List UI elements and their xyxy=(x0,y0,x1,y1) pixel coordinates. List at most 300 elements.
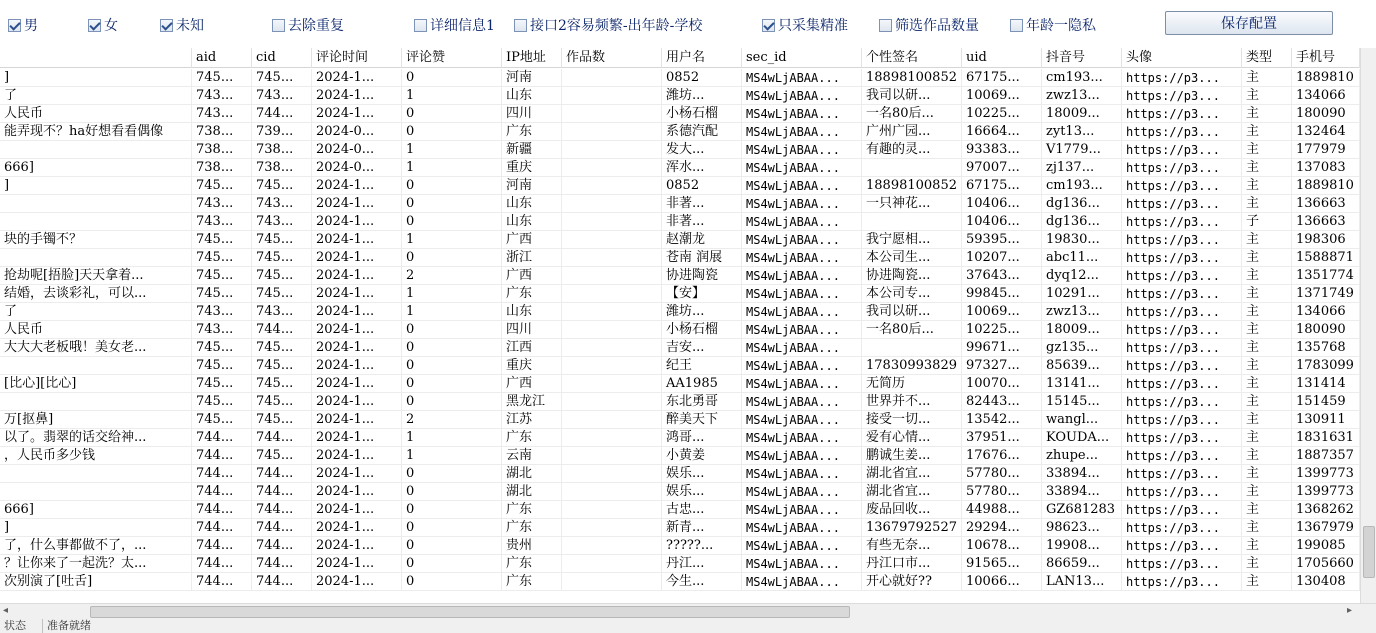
table-row[interactable] xyxy=(0,303,1360,321)
cell-douyin-id: 13141... xyxy=(1042,375,1122,393)
cell-cid: 744... xyxy=(252,555,312,573)
cell-phone: 1889810 xyxy=(1292,177,1360,195)
cell-sec-id: MS4wLjABAA... xyxy=(742,159,862,177)
cell-username: ?????... xyxy=(662,537,742,555)
cell-username: 醉美天下 xyxy=(662,411,742,429)
cell-sec-id: MS4wLjABAA... xyxy=(742,447,862,465)
cell-aid: 744... xyxy=(192,501,252,519)
table-row[interactable] xyxy=(0,105,1360,123)
cell-phone: 1887357 xyxy=(1292,447,1360,465)
cell-type: 主 xyxy=(1242,393,1292,411)
cell-username: 0852 xyxy=(662,69,742,87)
cell-cid: 745... xyxy=(252,69,312,87)
table-row[interactable] xyxy=(0,483,1360,501)
checkbox-dedupe[interactable] xyxy=(272,15,344,35)
cell-uid: 97327... xyxy=(962,357,1042,375)
cell-uid: 16664... xyxy=(962,123,1042,141)
cell-type: 主 xyxy=(1242,501,1292,519)
cell-douyin-id: zwz13... xyxy=(1042,87,1122,105)
cell-username: 小杨石榴 xyxy=(662,321,742,339)
cell-cid: 743... xyxy=(252,213,312,231)
table-row[interactable] xyxy=(0,537,1360,555)
cell-works-count xyxy=(562,519,662,537)
cell-username: AA1985 xyxy=(662,375,742,393)
cell-sec-id: MS4wLjABAA... xyxy=(742,357,862,375)
cell-comment-likes: 0 xyxy=(402,393,502,411)
checkbox-label: 年龄一隐私 xyxy=(1026,18,1096,34)
checkbox-unknown[interactable] xyxy=(160,15,204,35)
table-row[interactable] xyxy=(0,285,1360,303)
column-header-works-count[interactable]: 作品数 xyxy=(562,48,662,68)
cell-ip-address: 广东 xyxy=(502,573,562,591)
cell-comment-text: ？让你来了一起洗？太... xyxy=(0,555,192,573)
cell-aid: 743... xyxy=(192,321,252,339)
cell-type: 主 xyxy=(1242,303,1292,321)
checkbox-box[interactable] xyxy=(762,19,775,32)
cell-cid: 745... xyxy=(252,267,312,285)
cell-avatar: https://p3... xyxy=(1122,177,1242,195)
cell-comment-likes: 0 xyxy=(402,573,502,591)
cell-comment-text: 666] xyxy=(0,501,192,519)
cell-cid: 745... xyxy=(252,357,312,375)
checkbox-label: 只采集精准 xyxy=(778,18,848,34)
cell-comment-time: 2024-1... xyxy=(312,537,402,555)
column-header-signature[interactable]: 个性签名 xyxy=(862,48,962,68)
cell-username: 鸿哥... xyxy=(662,429,742,447)
cell-comment-likes: 2 xyxy=(402,267,502,285)
cell-douyin-id: 98623... xyxy=(1042,519,1122,537)
cell-douyin-id: 10291... xyxy=(1042,285,1122,303)
cell-uid: 10406... xyxy=(962,195,1042,213)
cell-comment-text: 大大大老板哦！美女老... xyxy=(0,339,192,357)
checkbox-precise-only[interactable] xyxy=(762,15,848,35)
checkbox-age-privacy[interactable] xyxy=(1010,15,1096,35)
cell-ip-address: 广西 xyxy=(502,231,562,249)
cell-comment-likes: 0 xyxy=(402,213,502,231)
table-row[interactable] xyxy=(0,447,1360,465)
cell-aid: 745... xyxy=(192,393,252,411)
column-header-username[interactable]: 用户名 xyxy=(662,48,742,68)
cell-sec-id: MS4wLjABAA... xyxy=(742,555,862,573)
cell-aid: 744... xyxy=(192,519,252,537)
column-header-sec-id[interactable]: sec_id xyxy=(742,48,862,68)
cell-avatar: https://p3... xyxy=(1122,465,1242,483)
column-header-aid[interactable]: aid xyxy=(192,48,252,68)
cell-cid: 744... xyxy=(252,321,312,339)
cell-uid: 82443... xyxy=(962,393,1042,411)
cell-cid: 745... xyxy=(252,447,312,465)
checkbox-box[interactable] xyxy=(272,19,285,32)
scroll-right-icon[interactable]: ▸ xyxy=(1347,605,1353,616)
cell-comment-time: 2024-1... xyxy=(312,429,402,447)
cell-works-count xyxy=(562,375,662,393)
cell-sec-id: MS4wLjABAA... xyxy=(742,87,862,105)
table-row[interactable] xyxy=(0,555,1360,573)
cell-douyin-id: 15145... xyxy=(1042,393,1122,411)
cell-sec-id: MS4wLjABAA... xyxy=(742,141,862,159)
checkbox-label: 详细信息1 xyxy=(430,18,495,34)
cell-comment-time: 2024-1... xyxy=(312,447,402,465)
cell-phone: 134066 xyxy=(1292,87,1360,105)
cell-sec-id: MS4wLjABAA... xyxy=(742,465,862,483)
cell-ip-address: 广西 xyxy=(502,267,562,285)
table-row[interactable] xyxy=(0,375,1360,393)
cell-uid: 10225... xyxy=(962,105,1042,123)
cell-ip-address: 江苏 xyxy=(502,411,562,429)
cell-comment-likes: 0 xyxy=(402,375,502,393)
table-row[interactable] xyxy=(0,123,1360,141)
cell-works-count xyxy=(562,195,662,213)
cell-signature: 一名80后... xyxy=(862,321,962,339)
cell-type: 主 xyxy=(1242,447,1292,465)
cell-phone: 1368262 xyxy=(1292,501,1360,519)
cell-douyin-id: gz135... xyxy=(1042,339,1122,357)
cell-comment-likes: 0 xyxy=(402,465,502,483)
cell-comment-likes: 2 xyxy=(402,411,502,429)
cell-type: 主 xyxy=(1242,69,1292,87)
checkbox-male[interactable] xyxy=(8,15,38,35)
cell-aid: 744... xyxy=(192,573,252,591)
cell-works-count xyxy=(562,303,662,321)
cell-avatar: https://p3... xyxy=(1122,429,1242,447)
cell-sec-id: MS4wLjABAA... xyxy=(742,393,862,411)
cell-phone: 135768 xyxy=(1292,339,1360,357)
cell-comment-text: ] xyxy=(0,177,192,195)
cell-comment-likes: 1 xyxy=(402,429,502,447)
table-row[interactable] xyxy=(0,159,1360,177)
cell-ip-address: 山东 xyxy=(502,213,562,231)
cell-works-count xyxy=(562,465,662,483)
cell-works-count xyxy=(562,87,662,105)
cell-sec-id: MS4wLjABAA... xyxy=(742,375,862,393)
table-row[interactable] xyxy=(0,321,1360,339)
cell-phone: 1588871 xyxy=(1292,249,1360,267)
table-row[interactable] xyxy=(0,339,1360,357)
cell-avatar: https://p3... xyxy=(1122,447,1242,465)
cell-cid: 744... xyxy=(252,429,312,447)
cell-type: 主 xyxy=(1242,519,1292,537)
cell-phone: 1831631 xyxy=(1292,429,1360,447)
cell-works-count xyxy=(562,411,662,429)
table-row[interactable] xyxy=(0,267,1360,285)
cell-uid: 17676... xyxy=(962,447,1042,465)
table-row[interactable] xyxy=(0,501,1360,519)
cell-username: 潍坊... xyxy=(662,87,742,105)
cell-phone: 1705660 xyxy=(1292,555,1360,573)
column-header-cid[interactable]: cid xyxy=(252,48,312,68)
cell-comment-time: 2024-1... xyxy=(312,465,402,483)
table-row[interactable] xyxy=(0,177,1360,195)
cell-comment-text: 了，什么事都做不了，... xyxy=(0,537,192,555)
cell-aid: 745... xyxy=(192,339,252,357)
cell-comment-time: 2024-0... xyxy=(312,123,402,141)
checkbox-box[interactable] xyxy=(1010,19,1023,32)
cell-username: 小杨石榴 xyxy=(662,105,742,123)
cell-avatar: https://p3... xyxy=(1122,285,1242,303)
column-header-type[interactable]: 类型 xyxy=(1242,48,1292,68)
column-header-uid[interactable]: uid xyxy=(962,48,1042,68)
cell-douyin-id: cm193... xyxy=(1042,177,1122,195)
cell-aid: 743... xyxy=(192,87,252,105)
cell-phone: 1367979 xyxy=(1292,519,1360,537)
cell-comment-text xyxy=(0,483,192,501)
cell-comment-time: 2024-1... xyxy=(312,483,402,501)
cell-comment-text: 人民币 xyxy=(0,105,192,123)
cell-uid: 10207... xyxy=(962,249,1042,267)
table-row[interactable] xyxy=(0,393,1360,411)
cell-username: 纪王 xyxy=(662,357,742,375)
cell-avatar: https://p3... xyxy=(1122,249,1242,267)
cell-signature: 鹏诚生姜... xyxy=(862,447,962,465)
checkbox-detail-info[interactable] xyxy=(414,15,495,35)
cell-username: 赵潮龙 xyxy=(662,231,742,249)
column-header-phone[interactable]: 手机号 xyxy=(1292,48,1360,68)
cell-avatar: https://p3... xyxy=(1122,105,1242,123)
table-row[interactable] xyxy=(0,519,1360,537)
cell-comment-time: 2024-1... xyxy=(312,195,402,213)
column-header-comment-time[interactable]: 评论时间 xyxy=(312,48,402,68)
cell-comment-likes: 1 xyxy=(402,447,502,465)
cell-phone: 130408 xyxy=(1292,573,1360,591)
cell-type: 主 xyxy=(1242,87,1292,105)
checkbox-box[interactable] xyxy=(879,19,892,32)
cell-comment-likes: 0 xyxy=(402,105,502,123)
cell-works-count xyxy=(562,123,662,141)
cell-signature: 废品回收... xyxy=(862,501,962,519)
cell-works-count xyxy=(562,501,662,519)
cell-ip-address: 湖北 xyxy=(502,465,562,483)
cell-username: 东北勇哥 xyxy=(662,393,742,411)
cell-comment-time: 2024-1... xyxy=(312,303,402,321)
table-row[interactable] xyxy=(0,69,1360,87)
cell-cid: 744... xyxy=(252,105,312,123)
column-header-ip-address[interactable]: IP地址 xyxy=(502,48,562,68)
cell-type: 主 xyxy=(1242,339,1292,357)
table-row[interactable] xyxy=(0,249,1360,267)
checkbox-box[interactable] xyxy=(514,19,527,32)
horizontal-scroll-thumb[interactable] xyxy=(90,606,850,618)
cell-signature xyxy=(862,213,962,231)
cell-signature: 本公司专... xyxy=(862,285,962,303)
cell-phone: 180090 xyxy=(1292,105,1360,123)
cell-comment-text: 次别演了[吐舌] xyxy=(0,573,192,591)
cell-uid: 67175... xyxy=(962,177,1042,195)
cell-douyin-id: dyq12... xyxy=(1042,267,1122,285)
cell-comment-likes: 0 xyxy=(402,195,502,213)
table-row[interactable] xyxy=(0,411,1360,429)
checkbox-box[interactable] xyxy=(160,19,173,32)
cell-sec-id: MS4wLjABAA... xyxy=(742,303,862,321)
column-header-avatar[interactable]: 头像 xyxy=(1122,48,1242,68)
column-header-comment-likes[interactable]: 评论赞 xyxy=(402,48,502,68)
cell-aid: 744... xyxy=(192,447,252,465)
cell-signature: 一名80后... xyxy=(862,105,962,123)
cell-phone: 1351774 xyxy=(1292,267,1360,285)
cell-ip-address: 江西 xyxy=(502,339,562,357)
cell-works-count xyxy=(562,429,662,447)
cell-cid: 744... xyxy=(252,501,312,519)
cell-ip-address: 广西 xyxy=(502,375,562,393)
cell-works-count xyxy=(562,393,662,411)
cell-sec-id: MS4wLjABAA... xyxy=(742,285,862,303)
cell-username: 今生... xyxy=(662,573,742,591)
cell-aid: 743... xyxy=(192,105,252,123)
cell-username: 新青... xyxy=(662,519,742,537)
cell-uid: 10069... xyxy=(962,303,1042,321)
table-row[interactable] xyxy=(0,213,1360,231)
cell-works-count xyxy=(562,249,662,267)
cell-aid: 745... xyxy=(192,177,252,195)
cell-uid: 10069... xyxy=(962,87,1042,105)
cell-comment-text: ] xyxy=(0,519,192,537)
cell-ip-address: 云南 xyxy=(502,447,562,465)
cell-aid: 744... xyxy=(192,555,252,573)
cell-ip-address: 广东 xyxy=(502,285,562,303)
cell-aid: 744... xyxy=(192,483,252,501)
cell-uid: 37951... xyxy=(962,429,1042,447)
cell-signature: 18898100852 xyxy=(862,69,962,87)
cell-comment-text: ，人民币多少钱 xyxy=(0,447,192,465)
cell-avatar: https://p3... xyxy=(1122,195,1242,213)
checkbox-female[interactable] xyxy=(88,15,118,35)
cell-phone: 180090 xyxy=(1292,321,1360,339)
cell-works-count xyxy=(562,267,662,285)
cell-comment-text xyxy=(0,213,192,231)
checkbox-label: 未知 xyxy=(176,18,204,34)
cell-douyin-id: dg136... xyxy=(1042,195,1122,213)
checkbox-box[interactable] xyxy=(414,19,427,32)
cell-comment-text: 了 xyxy=(0,87,192,105)
save-config-button[interactable]: 保存配置 xyxy=(1165,11,1333,35)
table-row[interactable] xyxy=(0,429,1360,447)
cell-comment-time: 2024-1... xyxy=(312,573,402,591)
cell-comment-likes: 1 xyxy=(402,159,502,177)
cell-cid: 744... xyxy=(252,483,312,501)
cell-comment-time: 2024-1... xyxy=(312,321,402,339)
cell-uid: 37643... xyxy=(962,267,1042,285)
cell-sec-id: MS4wLjABAA... xyxy=(742,339,862,357)
cell-sec-id: MS4wLjABAA... xyxy=(742,429,862,447)
cell-username: 娱乐... xyxy=(662,465,742,483)
column-header-comment-text[interactable] xyxy=(0,48,192,68)
cell-comment-likes: 1 xyxy=(402,285,502,303)
cell-comment-time: 2024-1... xyxy=(312,501,402,519)
cell-signature: 湖北省宜... xyxy=(862,483,962,501)
cell-comment-likes: 1 xyxy=(402,141,502,159)
cell-phone: 1399773 xyxy=(1292,483,1360,501)
cell-type: 主 xyxy=(1242,285,1292,303)
cell-comment-likes: 1 xyxy=(402,231,502,249)
data-grid xyxy=(0,48,1376,603)
cell-phone: 177979 xyxy=(1292,141,1360,159)
table-row[interactable] xyxy=(0,465,1360,483)
cell-comment-likes: 0 xyxy=(402,537,502,555)
cell-type: 主 xyxy=(1242,195,1292,213)
cell-uid: 44988... xyxy=(962,501,1042,519)
toolbar xyxy=(0,0,1376,44)
table-row[interactable] xyxy=(0,87,1360,105)
cell-douyin-id: 19830... xyxy=(1042,231,1122,249)
cell-signature: 13679792527 xyxy=(862,519,962,537)
cell-sec-id: MS4wLjABAA... xyxy=(742,105,862,123)
cell-signature: 无简历 xyxy=(862,375,962,393)
cell-aid: 745... xyxy=(192,411,252,429)
cell-works-count xyxy=(562,105,662,123)
scroll-left-icon[interactable]: ◂ xyxy=(3,605,9,616)
horizontal-scrollbar[interactable] xyxy=(0,603,1376,619)
cell-douyin-id: V1779... xyxy=(1042,141,1122,159)
cell-aid: 745... xyxy=(192,249,252,267)
column-header-douyin-id[interactable]: 抖音号 xyxy=(1042,48,1122,68)
table-row[interactable] xyxy=(0,141,1360,159)
cell-sec-id: MS4wLjABAA... xyxy=(742,69,862,87)
cell-avatar: https://p3... xyxy=(1122,87,1242,105)
cell-username: 吉安... xyxy=(662,339,742,357)
cell-cid: 738... xyxy=(252,159,312,177)
cell-avatar: https://p3... xyxy=(1122,303,1242,321)
cell-comment-time: 2024-1... xyxy=(312,87,402,105)
cell-aid: 745... xyxy=(192,267,252,285)
checkbox-api2[interactable] xyxy=(514,15,702,35)
cell-works-count xyxy=(562,483,662,501)
grid-header xyxy=(0,48,1360,68)
cell-works-count xyxy=(562,159,662,177)
cell-comment-time: 2024-1... xyxy=(312,357,402,375)
cell-comment-time: 2024-1... xyxy=(312,411,402,429)
cell-comment-text: ] xyxy=(0,69,192,87)
cell-avatar: https://p3... xyxy=(1122,321,1242,339)
cell-comment-text: [比心][比心] xyxy=(0,375,192,393)
cell-douyin-id: dg136... xyxy=(1042,213,1122,231)
cell-type: 主 xyxy=(1242,483,1292,501)
cell-phone: 1889810 xyxy=(1292,69,1360,87)
checkbox-label: 去除重复 xyxy=(288,18,344,34)
cell-signature: 开心就好?? xyxy=(862,573,962,591)
cell-works-count xyxy=(562,321,662,339)
cell-comment-time: 2024-1... xyxy=(312,267,402,285)
cell-cid: 745... xyxy=(252,375,312,393)
checkbox-filter-works[interactable] xyxy=(879,15,979,35)
cell-comment-text xyxy=(0,195,192,213)
cell-phone: 137083 xyxy=(1292,159,1360,177)
vertical-scrollbar[interactable] xyxy=(1360,48,1376,603)
checkbox-box[interactable] xyxy=(88,19,101,32)
cell-signature: 世界并不... xyxy=(862,393,962,411)
checkbox-box[interactable] xyxy=(8,19,21,32)
cell-phone: 1399773 xyxy=(1292,465,1360,483)
cell-phone: 199085 xyxy=(1292,537,1360,555)
cell-signature xyxy=(862,339,962,357)
cell-sec-id: MS4wLjABAA... xyxy=(742,501,862,519)
table-row[interactable] xyxy=(0,573,1360,591)
cell-comment-likes: 0 xyxy=(402,501,502,519)
vertical-scroll-thumb[interactable] xyxy=(1363,526,1375,578)
cell-douyin-id: KOUDA... xyxy=(1042,429,1122,447)
table-row[interactable] xyxy=(0,195,1360,213)
cell-aid: 744... xyxy=(192,429,252,447)
cell-signature: 广州广园... xyxy=(862,123,962,141)
cell-avatar: https://p3... xyxy=(1122,519,1242,537)
cell-phone: 132464 xyxy=(1292,123,1360,141)
cell-aid: 743... xyxy=(192,195,252,213)
cell-comment-likes: 0 xyxy=(402,177,502,195)
table-row[interactable] xyxy=(0,357,1360,375)
table-row[interactable] xyxy=(0,231,1360,249)
cell-ip-address: 黑龙江 xyxy=(502,393,562,411)
cell-uid: 13542... xyxy=(962,411,1042,429)
cell-comment-text: 块的手镯不？ xyxy=(0,231,192,249)
cell-sec-id: MS4wLjABAA... xyxy=(742,195,862,213)
